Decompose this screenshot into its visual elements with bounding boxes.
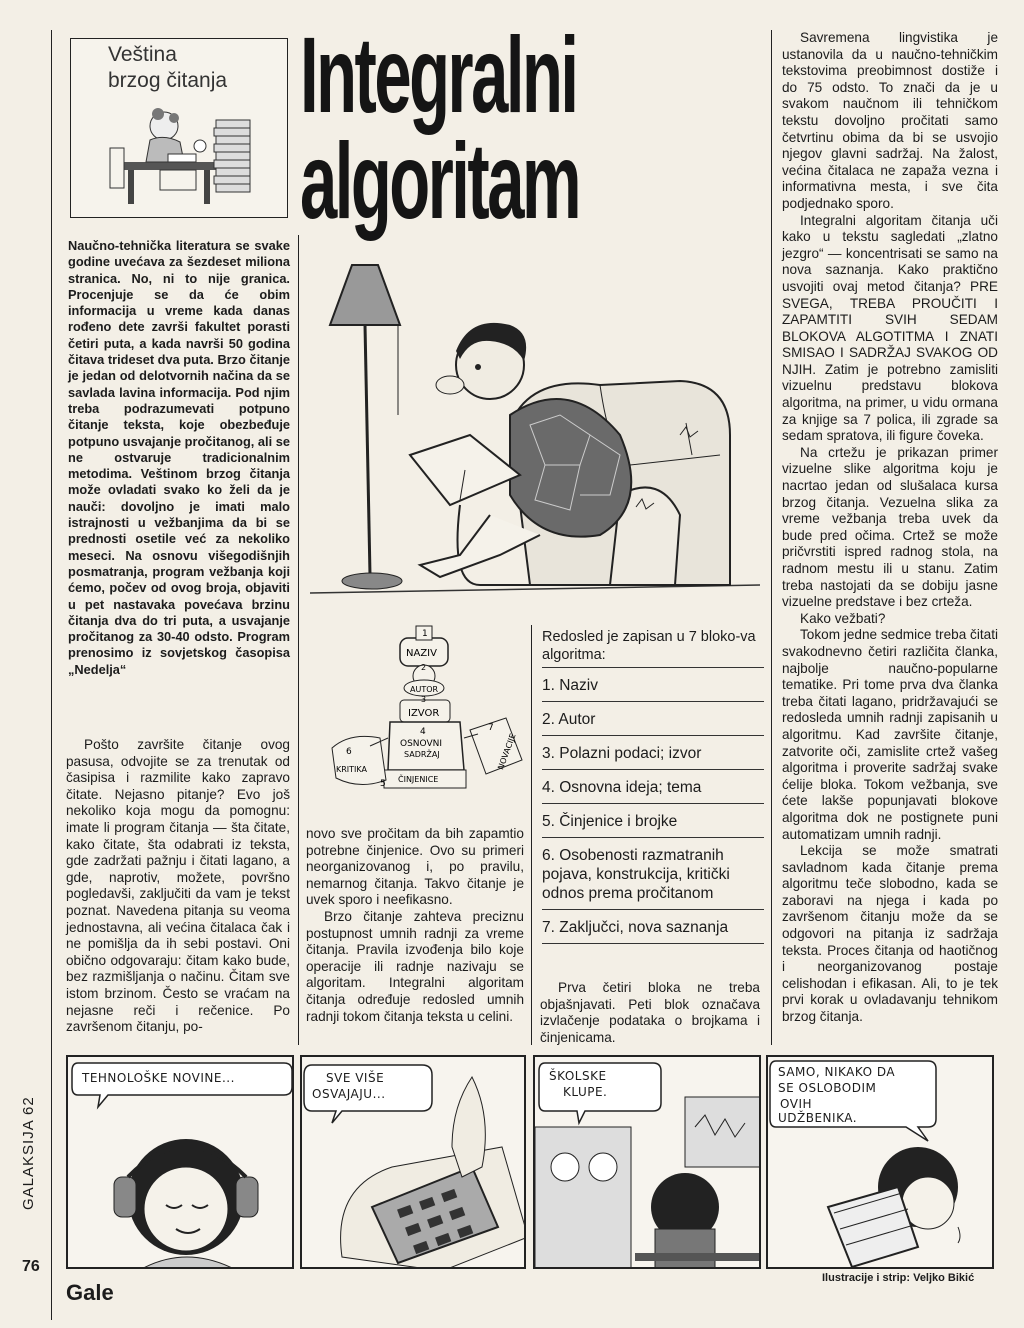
comic-panel-4 — [766, 1055, 994, 1269]
comic-panel-3 — [533, 1055, 761, 1269]
algorithm-block-7: 7. Zaključci, nova saznanja — [542, 909, 764, 944]
lead-paragraph: Naučno-tehnička literatura se svake godine uvećava za šezdeset miliona stranica. No, ni to nije granica. Procenjuje se da će obim informacija u vreme kada danas rođeno dete završi fakultet porasti četiri puta, a kada navrši 50 godina čitava trideset dva puta. Brzo čitanje je jedan od delotvornih načina da se savlada lavina informacija. Pod njim treba podrazumevati potpuno čitanje teksta, koje obezbeđuje potpuno usvajanje pročitanog, ali se ne ostvaruje tradicionalnim metodima. Veštinom brzog čitanja može ovladati svako ko želi da je nauči: dovoljno je imati malo istrajnosti u vežbanjima da bi se prednosti osetile već za nekoliko meseci. Na osnovu višegodišnjih posmatranja, program vežbanja koji ćemo, počev od ovog broja, objaviti u pet nastavaka povećava brzinu čitanja dva do tri puta, a usvajanje pročitanog za 30-40 odsto. Program prenosimo iz sovjetskog časopisa „Nedelja“ — [68, 238, 290, 677]
rubric-title-line2: brzog čitanja — [108, 69, 228, 92]
comic-signature: Gale — [66, 1280, 114, 1305]
algorithm-intro: Redosled je zapisan u 7 bloko-va algoritma: — [542, 629, 756, 663]
right-paragraph4: Kako vežbati? — [800, 610, 886, 626]
comic-panel-3-line2: KLUPE. — [563, 1085, 608, 1099]
column-rule-2 — [531, 625, 532, 1045]
fig-body-num: 4 — [420, 727, 426, 737]
fig-neck-label: IZVOR — [408, 708, 440, 719]
fig-head-label: NAZIV — [406, 648, 437, 659]
right-paragraph6: Lekcija se može smatrati savladnom kada čitanje prema algoritmu teče slobodno, kada se zaboravi na njega i kada po završenom čitanju može da se odgovori na pitanja iz sadržaja teksta. Proces čitanja od haotičnog i neorganizovanog postaje celishodan i efikasan. Ali, to je tek prvi korak u ovladavanju tehnikom brzog čitanja. — [782, 843, 998, 1025]
column2-paragraph2: Brzo čitanje zahteva preciznu postupnost umnih radnji za vreme čitanja. Pravila izvođenja bilo koje operacije ili radnje nazivaju se algoritam. Integralni algoritam čitanja određuje redosled umnih radnji tokom čitanja teksta u celini. — [306, 908, 524, 1024]
illustration-credit: Ilustracije i strip: Veljko Bikić — [822, 1272, 975, 1284]
column-rule-1 — [298, 235, 299, 1045]
comic-panel-2 — [300, 1055, 526, 1269]
algorithm-block-2: 2. Autor — [542, 701, 764, 735]
algorithm-block-5: 5. Činjenice i brojke — [542, 803, 764, 837]
right-paragraph2: Integralni algoritam čitanja uči kako u tekstu sagledati „zlatno jezgro“ — koncentrisati se samo na nova saznanja. Kako praktično usvojiti ovaj metod čitanja? PRE SVEGA, TREBA PROUČITI I ZAPAMTITI SVIH SEDAM BLOKOVA ALGOTITMA I ZNATI SMISAO I SADRŽAJ SVAKOG OD NJIH. Zatim je potrebno zamisliti vizuelnu predstavu blokova algoritma, na primer, u vidu ormana za knjige sa 7 polica, ili zgrade sa sedam spratova, ili figure čoveka. — [782, 212, 998, 444]
headline-line2: algoritam — [300, 120, 580, 241]
comic-panel-4-line3: OVIH — [780, 1097, 813, 1111]
rubric-title — [108, 42, 278, 94]
right-column-text — [782, 30, 998, 1026]
fig-neck-num: 3 — [421, 695, 427, 704]
headline-line1: Integralni — [300, 14, 577, 135]
margin-rule — [51, 30, 52, 1320]
column2-paragraph1: novo sve pročitam da bih zapamtio potrebne činjenice. Ovo su primeri neorganizovanog i, po pravilu, nemarnog čitanja. Takvo čitanje je uvek sporo i neefikasno. — [306, 826, 524, 908]
right-paragraph3: Na crtežu je prikazan primer vizuelne slike algoritma koju je nacrtao jedan od slušalaca kursa brzog čitanja. Vezuelna slika za vreme vežbanja treba uvek da bude pred očima. Crtež se može pričvrstiti ispred radnog stola, na radnom mestu ili u stanu. Zatim treba nastojati da se dobiju jasne vizuelne predstave i bez crteža. — [782, 444, 998, 610]
comic-panel-3-line1: ŠKOLSKE — [549, 1069, 607, 1083]
main-illustration-reader-in-armchair — [300, 255, 770, 625]
fig-case-num: 7 — [488, 723, 494, 733]
fig-bag-label: KRITIKA — [336, 765, 367, 774]
comic-panel-1-text: TEHNOLOŠKE NOVINE... — [82, 1071, 235, 1085]
comic-panel-2-line2: OSVAJAJU... — [312, 1087, 386, 1101]
comic-panel-4-line1: SAMO, NIKAKO DA — [778, 1065, 896, 1079]
column3-bottom-text: Prva četiri bloka ne treba objašnjavati. Peti blok označava izvlačenje podataka o brojkama i činjenicama. — [540, 980, 760, 1045]
magazine-issue-label: GALAKSIJA 62 — [20, 1096, 37, 1210]
fig-bag-num: 6 — [346, 747, 352, 757]
fig-head-num: 1 — [422, 629, 428, 639]
page-number: 76 — [22, 1258, 40, 1275]
right-paragraph1: Savremena lingvistika je ustanovila da u naučno-tehničkim tekstovima preobimnost dostiže i do 75 odsto. To znači da je u svakom naučnom ili tehničkom tekstu dovoljno pročitati samo četvrtinu obima da bi se usvojio njegov glavni sadržaj. Na žalost, većina čitalaca ne zapaža vezna i informativna mesta, i sve čita podjednako sporo. — [782, 30, 998, 211]
fig-base-num: 5 — [380, 779, 386, 789]
comic-panel-4-line2: SE OSLOBODIM — [778, 1081, 877, 1095]
column1-text: Pošto završite čitanje ovog pasusa, odvojite se za trenutak od časipisa i razmilite kako zapravo čitate. Nejasno pitanje? Evo još nekoliko koja mogu da pomognu: imate li program čitanja — šta čitate, kako čitate, šta odabrati iz teksta, gde zadržati pažnju i čitati lagano, a gde, naprotiv, možete, površno pogledavši, zaključiti da vam je tekst poznat. Navedena pitanja su veoma jednostavna, ali većina čitalaca čak i ne pomišlja da ih sebi postavi. Oni obično odgovaraju: čitam kako bude, bez razmišljanja o načinu. Čitam sve istom brzinom. Često se vraćam na nejasne reči i rečenice. Po završenom čitanju, po- — [66, 737, 290, 1035]
column-rule-3 — [771, 30, 772, 1045]
fig-base-label: ČINJENICE — [398, 775, 439, 784]
fig-face-label: AUTOR — [410, 685, 439, 694]
fig-body-label1: OSNOVNI — [400, 739, 442, 749]
headline — [300, 14, 591, 241]
rubric-title-line1: Veština — [108, 43, 177, 66]
fig-case-label: NOVACIJE — [496, 732, 518, 771]
column2-text — [306, 826, 524, 1025]
fig-face-num: 2 — [421, 663, 427, 672]
right-paragraph5: Tokom jedne sedmice treba čitati svakodnevno četiri različita članka, najbolje naučno-popularne tematike. Pri tome prva dva članka treba čitati lagano, pridržavajući se redosleda umnih radnji zapisanih u algoritmu. Kad završite čitanje, zatvorite oči, zamislite crtež vašeg algoritma i proverite sadržaj svake ćelije bloka. Tokom vežbanja, sve ćete lakše popunjavati blokove algoritma dok ne postignete puni automatizam umnih radnji. — [782, 627, 998, 842]
algorithm-block-list — [542, 667, 764, 944]
comic-panel-2-line1: SVE VIŠE — [326, 1071, 385, 1085]
algorithm-block-4: 4. Osnovna ideja; tema — [542, 769, 764, 803]
algorithm-block-1: 1. Naziv — [542, 667, 764, 701]
algorithm-block-6: 6. Osobenosti razmatranih pojava, konstrukcija, kritički odnos prema pročitanom — [542, 837, 764, 909]
comic-panel-1 — [66, 1055, 294, 1269]
algorithm-figure — [330, 620, 530, 810]
fig-body-label2: SADRŽAJ — [404, 750, 440, 759]
rubric-illustration — [104, 100, 264, 210]
comic-panel-4-line4: UDŽBENIKA. — [778, 1111, 858, 1125]
algorithm-block-3: 3. Polazni podaci; izvor — [542, 735, 764, 769]
